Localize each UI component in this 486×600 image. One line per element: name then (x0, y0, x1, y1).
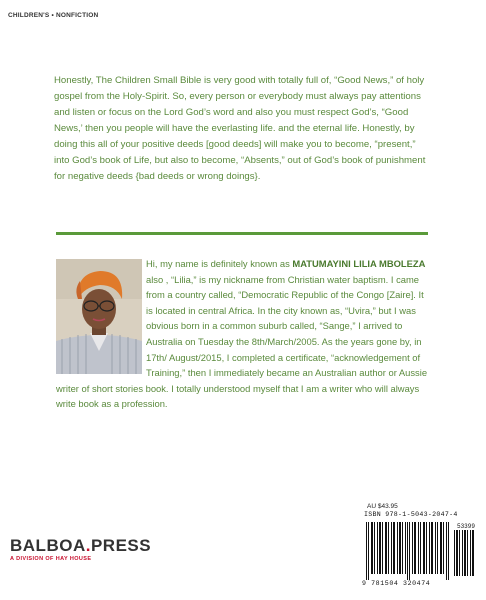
barcode-number: 9 781504 320474 (362, 580, 431, 587)
divider-rule (56, 232, 428, 235)
publisher-name-part2: PRESS (90, 536, 152, 555)
photo-spacer (56, 256, 146, 374)
book-description: Honestly, The Children Small Bible is very good with totally full of, “Good News,” of holy gospel from the Holy-Spirit. So, every person or everybody must always pay attentions and listen or focus on the Lord God’s word and also you must respect God’s, “Good News,’ then you people will have the everlasting life. and the eternal life. Honestly, by doing this all of your positive deeds [good deeds] will make you to become, “present,” into God’s book of Life, but also to become, “Absents,” out of God’s book of punishment for negative deeds {bad deeds or wrong doings}. (54, 75, 426, 182)
publisher-logo (10, 537, 151, 562)
barcode-block (362, 511, 478, 591)
bio-lead: Hi, my name is definitely known as (146, 258, 293, 269)
bio-rest: also , “Lilia,” is my nickname from Christian water baptism. I came from a country called, “Democratic Republic of the Congo [Zaire]. It is located in central Africa. In the city known as, “Uvira,” but I was obvious born in a common suburb called, “Sange,” I arrived to Australia on Tuesday the 8th/March/2005. As the years gone by, in 17th/ August/2015, I completed a certificate, “acknowledgement of Training,” then I immediately became an Australian author or Aussie writer of short stories book. I totally understood myself that I am a writer who will always write book as a profession. (56, 273, 428, 410)
isbn-label: ISBN 978-1-5043-2047-4 (364, 511, 458, 518)
barcode-addon-number: 53399 (456, 523, 475, 530)
author-bio (56, 256, 430, 412)
publisher-name-dot: . (85, 536, 91, 555)
category-label: CHILDREN'S • NONFICTION (8, 12, 99, 19)
author-name: MATUMAYINI LILIA MBOLEZA (292, 258, 426, 269)
publisher-name-part1: BALBOA (10, 536, 86, 555)
publisher-tagline: A DIVISION OF HAY HOUSE (10, 556, 92, 562)
barcode-icon (364, 522, 476, 580)
price-label: AU $43.95 (367, 503, 398, 510)
publisher-name (10, 537, 151, 555)
